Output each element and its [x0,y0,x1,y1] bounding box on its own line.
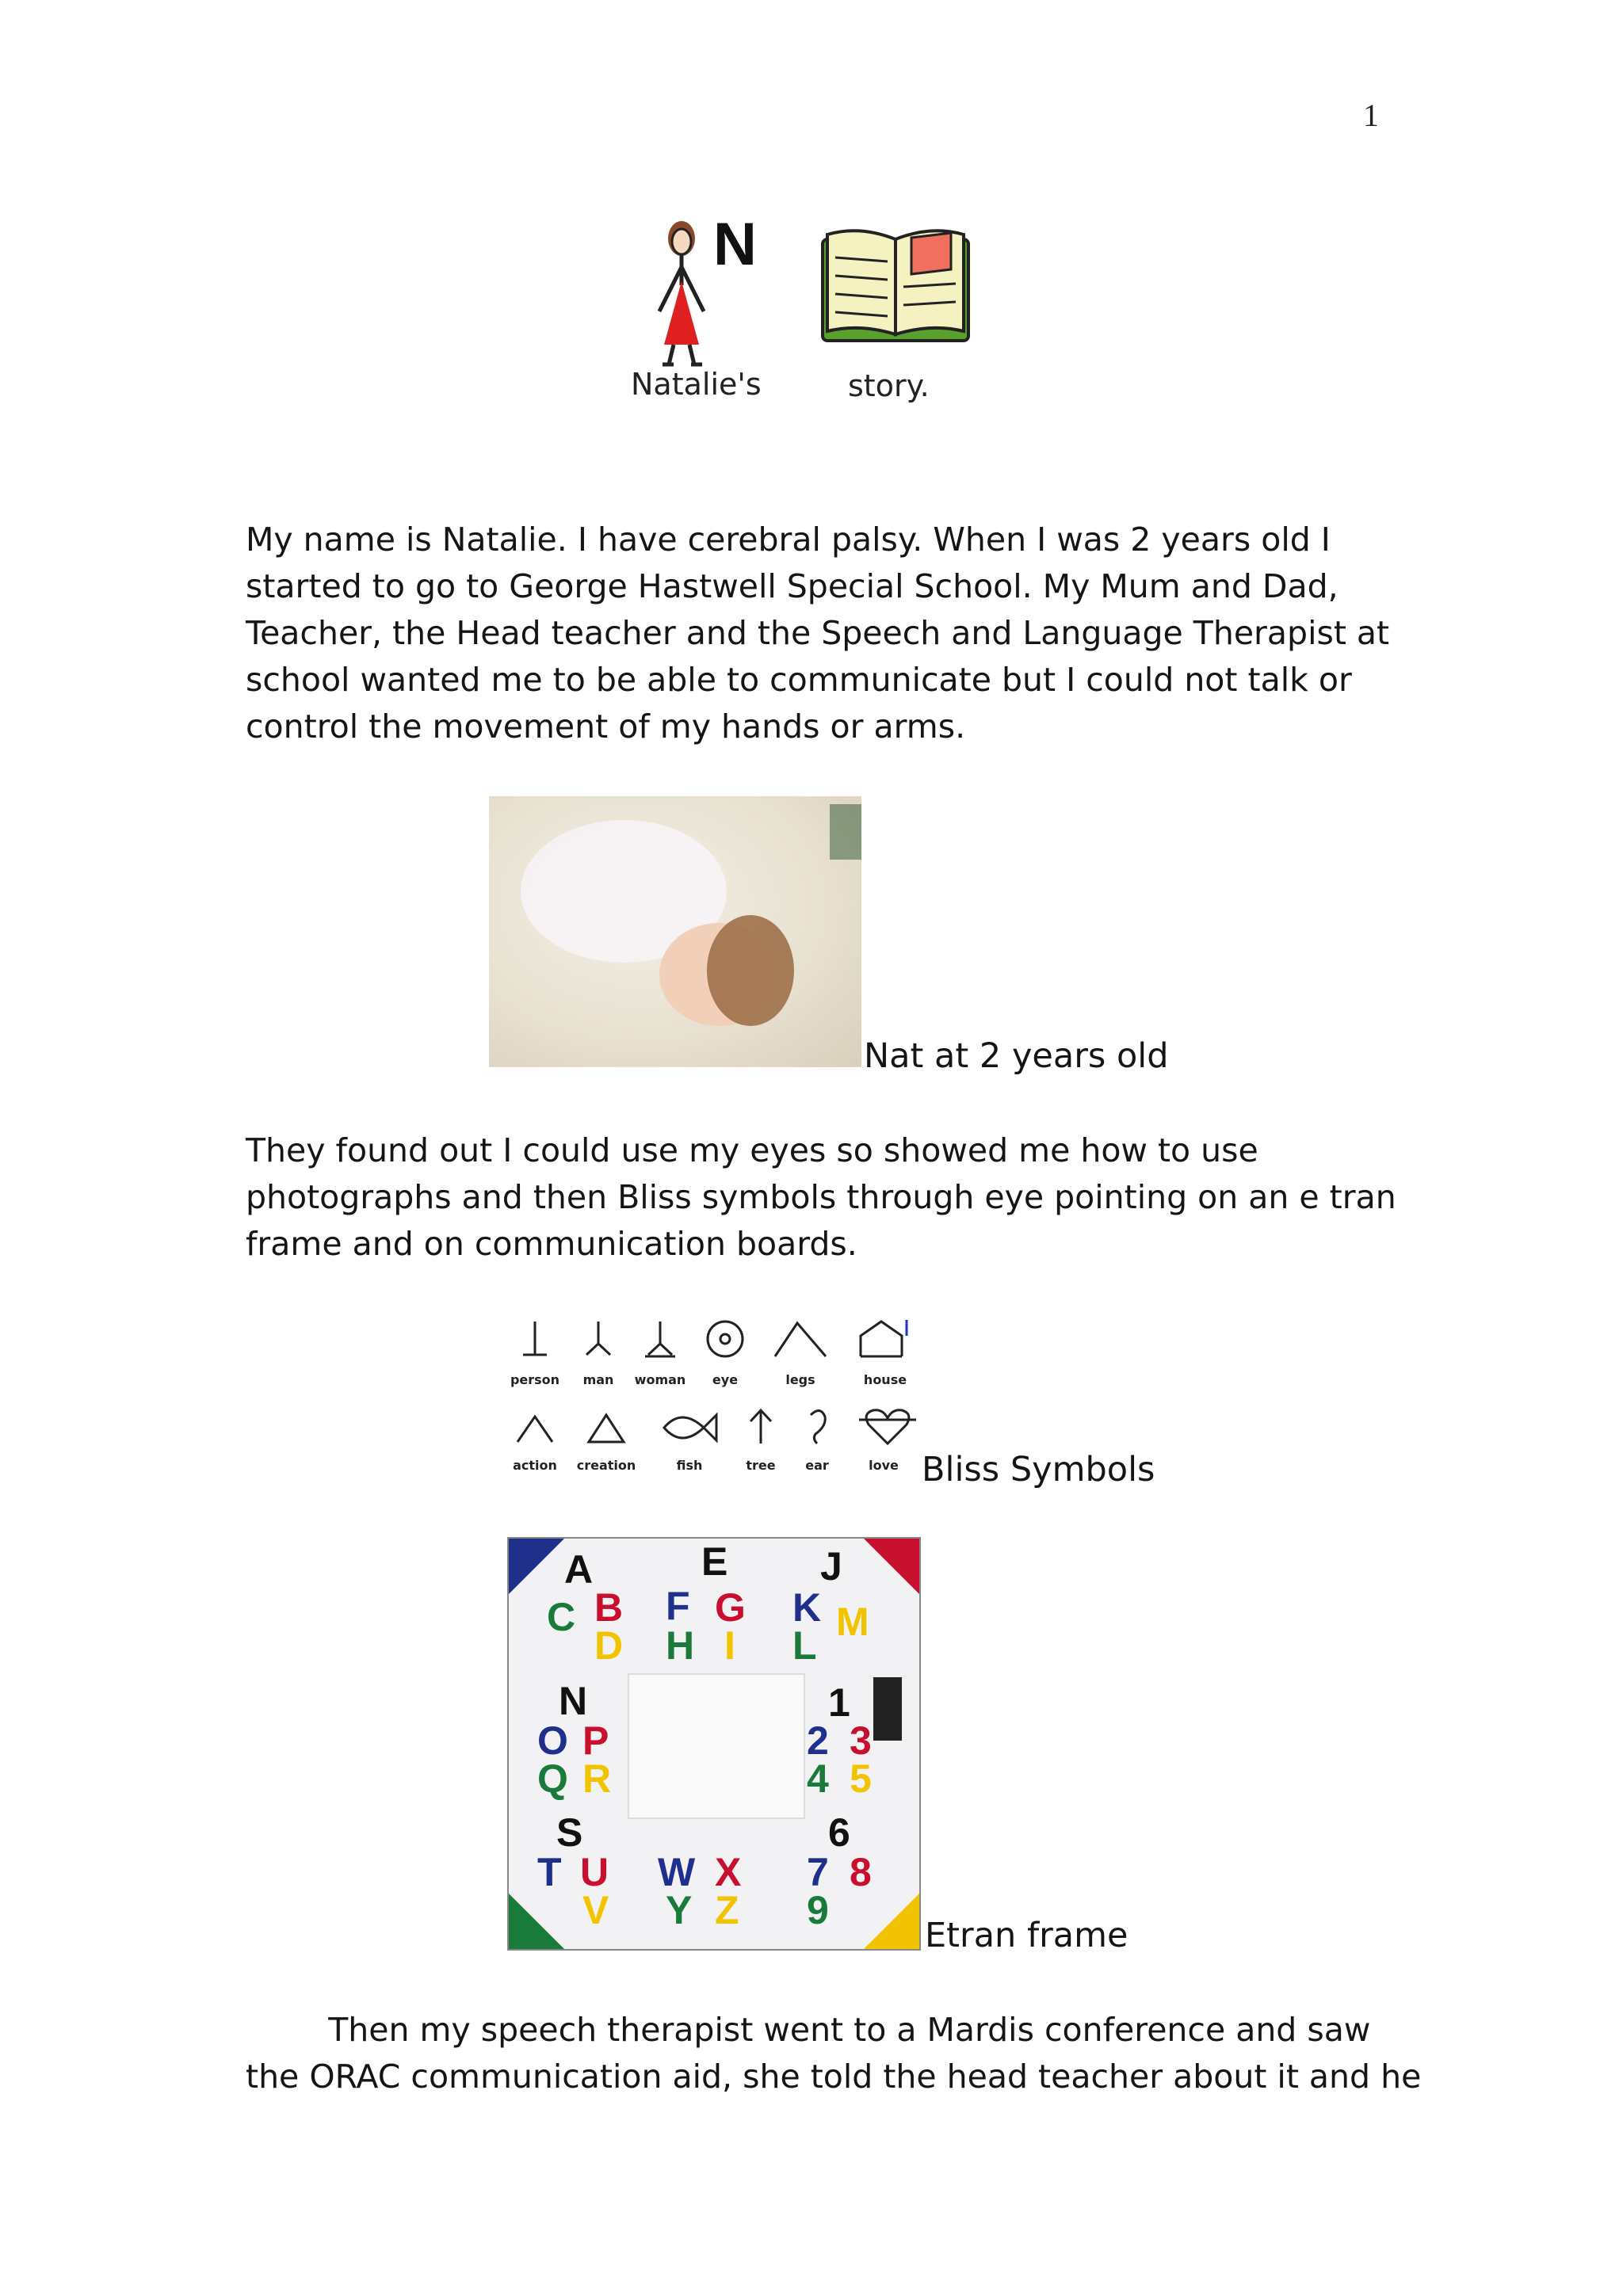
etran-letter: O [537,1718,568,1763]
etran-caption: Etran frame [925,1916,1128,1955]
orac-paragraph [246,2007,1421,2100]
etran-letter: G [715,1585,746,1630]
etran-letter: P [582,1718,609,1763]
bliss-label: woman [634,1372,686,1387]
text-line: control the movement of my hands or arms. [246,707,966,746]
title-word-story: story. [848,368,930,403]
bliss-person-icon [515,1315,555,1363]
bliss-fish-icon [658,1402,721,1450]
bliss-ear-icon [798,1402,838,1450]
etran-letter: 4 [807,1756,829,1801]
etran-letter: W [658,1850,696,1894]
etran-letter: J [820,1544,842,1589]
text-line: started to go to George Hastwell Special School. My Mum and Dad, [246,567,1338,605]
text-line: My name is Natalie. I have cerebral palsy. When I was 2 years old I [246,521,1331,559]
bliss-tree-icon [741,1402,781,1450]
bliss-label: house [863,1372,907,1387]
etran-letter: T [537,1850,562,1894]
etran-letter: S [556,1810,583,1855]
etran-letter: Y [666,1888,693,1932]
etran-letter: Z [715,1888,739,1932]
etran-letters [507,1537,918,1947]
baby-photo-hair [707,915,794,1026]
etran-letter: 8 [850,1850,872,1894]
text-line: Teacher, the Head teacher and the Speech and Language Therapist at [246,614,1390,652]
bliss-label: action [513,1458,557,1473]
text-line: school wanted me to be able to communicate but I could not talk or [246,661,1352,699]
bliss-label: tree [746,1458,776,1473]
text-line: photographs and then Bliss symbols through eye pointing on an e tran [246,1178,1396,1216]
title-symbols [618,202,999,416]
etran-letter: N [559,1679,588,1723]
etran-letter: I [724,1623,735,1668]
etran-letter: M [836,1600,869,1644]
bliss-label: fish [676,1458,703,1473]
etran-letter: U [580,1850,609,1894]
bliss-label: eye [712,1372,739,1387]
page-number: 1 [1363,97,1379,133]
title-letter-n: N [713,211,757,278]
etran-letter: 3 [850,1718,872,1763]
etran-letter: L [792,1623,817,1668]
etran-letter: D [594,1623,624,1668]
bliss-woman-icon [640,1315,680,1363]
etran-letter: 1 [828,1680,850,1725]
bliss-label: ear [805,1458,829,1473]
bliss-label: creation [576,1458,636,1473]
bliss-label: person [510,1372,560,1387]
etran-letter: R [582,1756,612,1801]
title-word-natalies: Natalie's [631,367,762,402]
etran-letter: A [564,1547,594,1592]
text-line: the ORAC communication aid, she told the head teacher about it and he [246,2058,1422,2096]
etran-letter: V [582,1888,609,1932]
girl-figure-icon [618,210,713,368]
text-line: frame and on communication boards. [246,1225,857,1263]
baby-photo [489,796,861,1067]
bliss-house-icon [856,1315,911,1363]
bliss-legs-icon [769,1315,832,1363]
etran-letter: 5 [850,1756,872,1801]
etran-letter: 9 [807,1888,829,1932]
etran-letter: 2 [807,1718,829,1763]
bliss-caption: Bliss Symbols [922,1450,1155,1489]
intro-paragraph [246,517,1389,750]
bliss-label: man [582,1372,614,1387]
bliss-creation-icon [582,1402,630,1450]
bliss-man-icon [579,1315,618,1363]
bliss-eye-icon [701,1315,749,1363]
bliss-symbols-chart [499,1315,927,1489]
baby-photo-plant [830,804,861,860]
etran-letter: X [715,1850,742,1894]
photo-caption: Nat at 2 years old [864,1036,1169,1076]
book-icon [816,222,975,349]
etran-letter: H [666,1623,695,1668]
eyes-paragraph [246,1127,1396,1268]
etran-letter: E [701,1539,728,1584]
etran-letter: 7 [807,1850,829,1894]
etran-letter: B [594,1585,624,1630]
bliss-label: legs [785,1372,815,1387]
bliss-label: love [869,1458,899,1473]
text-line: Then my speech therapist went to a Mardis conference and saw [246,2011,1371,2049]
bliss-love-icon [856,1402,919,1450]
etran-letter: Q [537,1756,568,1801]
etran-letter: F [666,1584,690,1628]
bliss-action-icon [511,1402,559,1450]
etran-letter: 6 [828,1810,850,1855]
etran-letter: K [792,1585,822,1630]
etran-letter: C [547,1595,576,1639]
text-line: They found out I could use my eyes so showed me how to use [246,1131,1258,1169]
